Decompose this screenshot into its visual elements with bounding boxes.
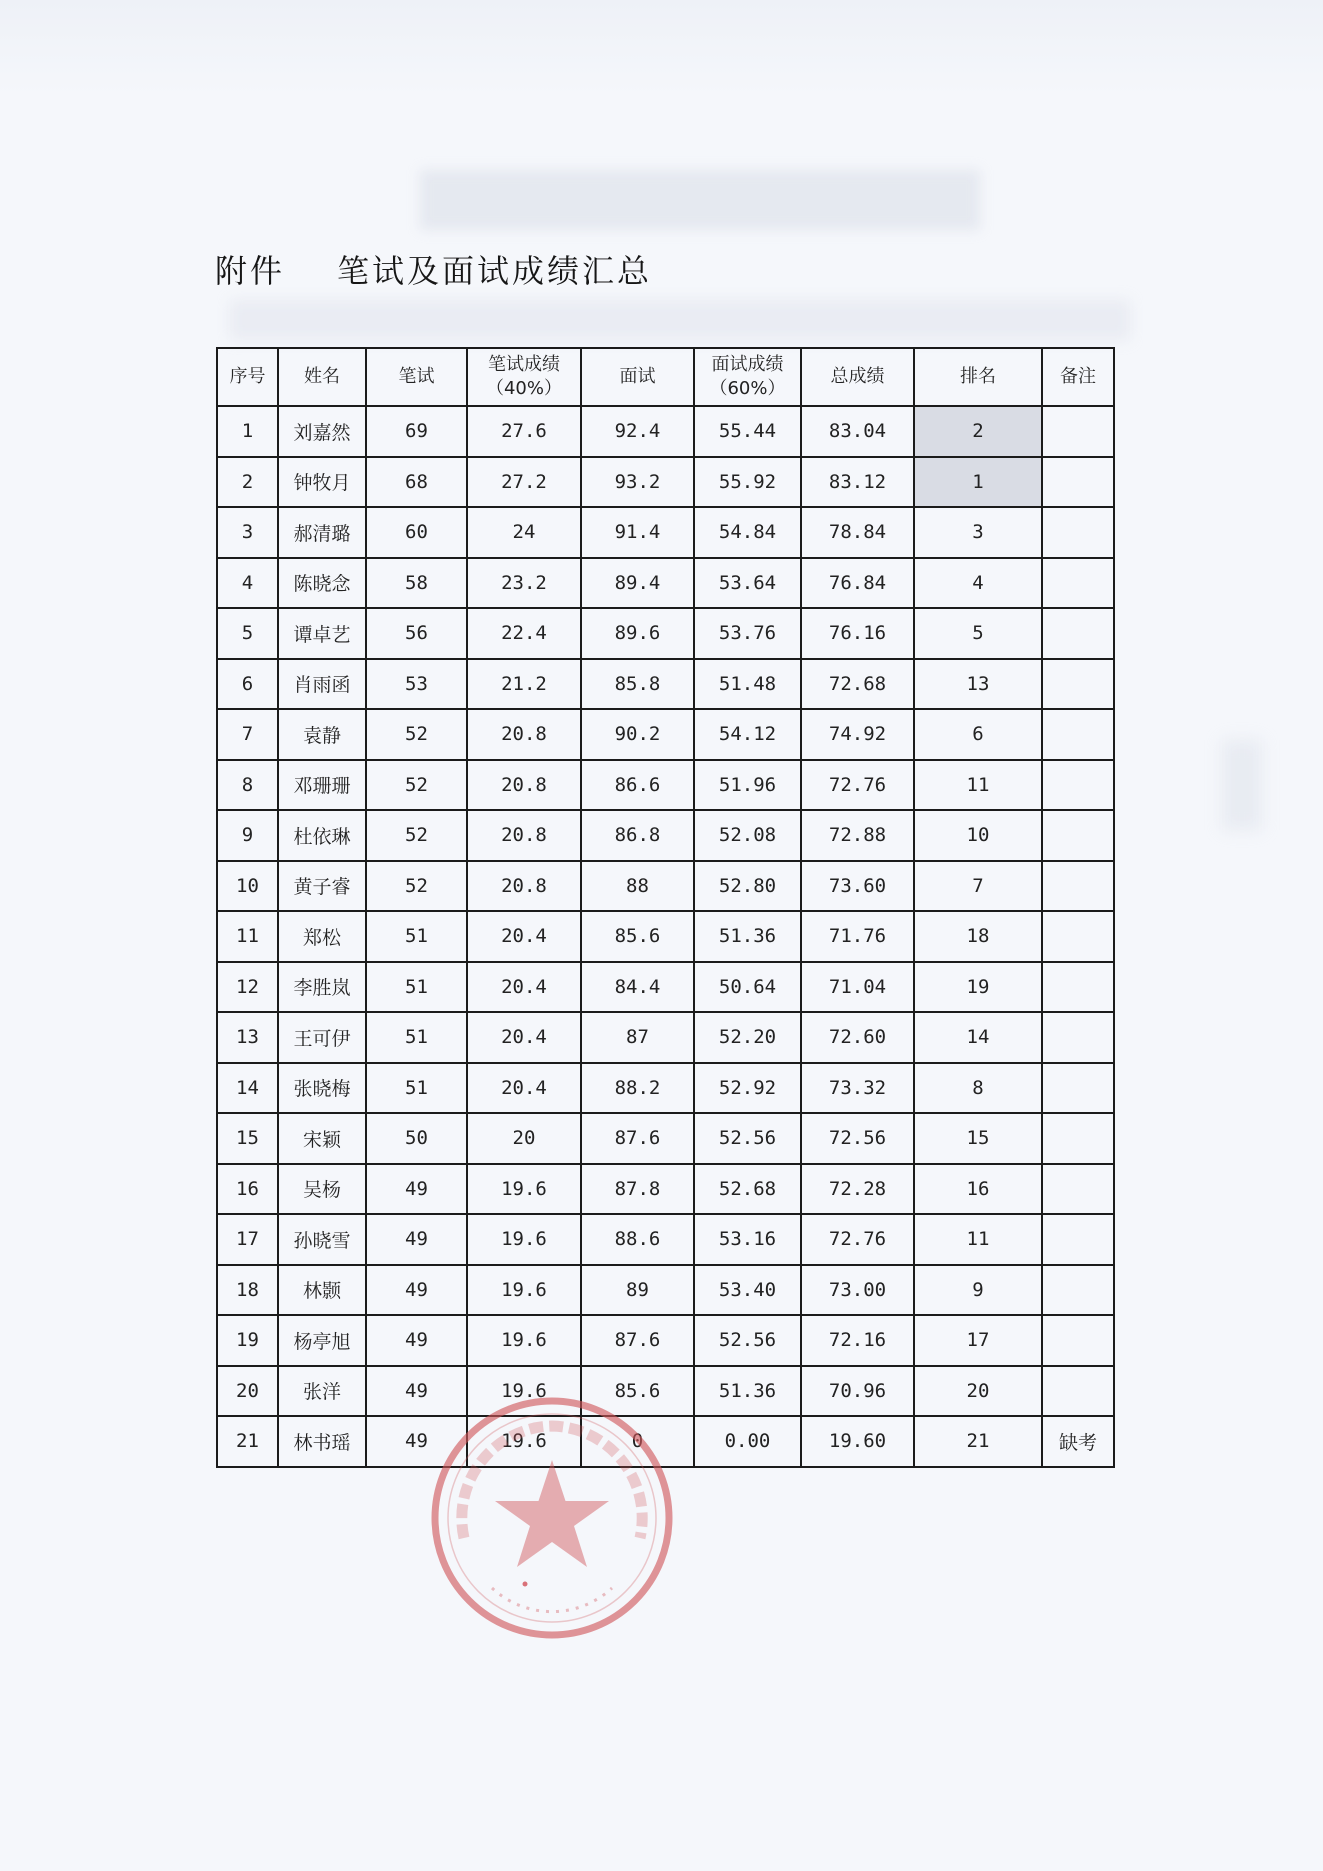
written-weighted-cell: 19.6 xyxy=(467,1416,581,1467)
header-interview-weighted xyxy=(694,348,801,406)
name-cell: 孙晓雪 xyxy=(278,1214,366,1265)
interview-score-cell: 91.4 xyxy=(581,507,694,558)
seq-cell: 12 xyxy=(217,962,278,1013)
total-score-cell: 72.60 xyxy=(801,1012,914,1063)
table-row xyxy=(217,861,1114,912)
table-row xyxy=(217,558,1114,609)
total-score-cell: 72.68 xyxy=(801,659,914,710)
total-score-cell: 72.56 xyxy=(801,1113,914,1164)
total-score-cell: 83.04 xyxy=(801,406,914,457)
rank-cell: 11 xyxy=(914,1214,1042,1265)
interview-weighted-cell: 54.84 xyxy=(694,507,801,558)
written-weighted-cell: 27.6 xyxy=(467,406,581,457)
interview-score-cell: 85.6 xyxy=(581,911,694,962)
table-row xyxy=(217,760,1114,811)
interview-weighted-cell: 53.16 xyxy=(694,1214,801,1265)
written-score-cell: 49 xyxy=(366,1366,467,1417)
remark-cell xyxy=(1042,1063,1114,1114)
seq-cell: 18 xyxy=(217,1265,278,1316)
name-cell: 袁静 xyxy=(278,709,366,760)
interview-weighted-cell: 51.36 xyxy=(694,1366,801,1417)
interview-score-cell: 88 xyxy=(581,861,694,912)
table-row xyxy=(217,659,1114,710)
written-score-cell: 52 xyxy=(366,861,467,912)
seq-cell: 13 xyxy=(217,1012,278,1063)
interview-weighted-cell: 52.56 xyxy=(694,1113,801,1164)
header-remark: 备注 xyxy=(1042,348,1114,406)
remark-cell xyxy=(1042,659,1114,710)
name-cell: 李胜岚 xyxy=(278,962,366,1013)
name-cell: 钟牧月 xyxy=(278,457,366,508)
total-score-cell: 71.04 xyxy=(801,962,914,1013)
score-rows xyxy=(217,406,1114,1467)
total-score-cell: 72.76 xyxy=(801,760,914,811)
written-weighted-cell: 20.8 xyxy=(467,760,581,811)
table-row xyxy=(217,1265,1114,1316)
rank-cell: 2 xyxy=(914,406,1042,457)
rank-cell: 20 xyxy=(914,1366,1042,1417)
total-score-cell: 72.16 xyxy=(801,1315,914,1366)
interview-score-cell: 86.6 xyxy=(581,760,694,811)
seq-cell: 15 xyxy=(217,1113,278,1164)
written-score-cell: 52 xyxy=(366,810,467,861)
document-title xyxy=(215,246,652,292)
seq-cell: 14 xyxy=(217,1063,278,1114)
written-score-cell: 58 xyxy=(366,558,467,609)
header-interview-weighted-line2: （60%） xyxy=(709,378,786,399)
table-row xyxy=(217,507,1114,558)
bleed-through-subtitle xyxy=(230,300,1130,340)
written-score-cell: 51 xyxy=(366,1063,467,1114)
seq-cell: 10 xyxy=(217,861,278,912)
interview-score-cell: 87.6 xyxy=(581,1113,694,1164)
remark-cell xyxy=(1042,1012,1114,1063)
rank-cell: 4 xyxy=(914,558,1042,609)
total-score-cell: 70.96 xyxy=(801,1366,914,1417)
written-score-cell: 50 xyxy=(366,1113,467,1164)
interview-weighted-cell: 0.00 xyxy=(694,1416,801,1467)
interview-score-cell: 89.4 xyxy=(581,558,694,609)
interview-score-cell: 86.8 xyxy=(581,810,694,861)
remark-cell xyxy=(1042,760,1114,811)
rank-cell: 5 xyxy=(914,608,1042,659)
interview-score-cell: 87.6 xyxy=(581,1315,694,1366)
name-cell: 陈晓念 xyxy=(278,558,366,609)
written-weighted-cell: 20.8 xyxy=(467,709,581,760)
total-score-cell: 73.00 xyxy=(801,1265,914,1316)
header-written-weighted-line1: 笔试成绩 xyxy=(488,354,560,375)
header-written-weighted xyxy=(467,348,581,406)
remark-cell xyxy=(1042,558,1114,609)
name-cell: 王可伊 xyxy=(278,1012,366,1063)
table-row xyxy=(217,1012,1114,1063)
table-row xyxy=(217,406,1114,457)
interview-weighted-cell: 52.80 xyxy=(694,861,801,912)
seq-cell: 9 xyxy=(217,810,278,861)
rank-cell: 15 xyxy=(914,1113,1042,1164)
written-weighted-cell: 23.2 xyxy=(467,558,581,609)
written-weighted-cell: 24 xyxy=(467,507,581,558)
interview-score-cell: 85.8 xyxy=(581,659,694,710)
interview-weighted-cell: 51.48 xyxy=(694,659,801,710)
written-weighted-cell: 20.4 xyxy=(467,1063,581,1114)
written-score-cell: 56 xyxy=(366,608,467,659)
total-score-cell: 83.12 xyxy=(801,457,914,508)
written-weighted-cell: 19.6 xyxy=(467,1164,581,1215)
interview-weighted-cell: 53.76 xyxy=(694,608,801,659)
total-score-cell: 76.16 xyxy=(801,608,914,659)
written-weighted-cell: 19.6 xyxy=(467,1265,581,1316)
interview-score-cell: 90.2 xyxy=(581,709,694,760)
written-score-cell: 49 xyxy=(366,1164,467,1215)
name-cell: 邓珊珊 xyxy=(278,760,366,811)
written-score-cell: 51 xyxy=(366,1012,467,1063)
rank-cell: 16 xyxy=(914,1164,1042,1215)
interview-weighted-cell: 52.92 xyxy=(694,1063,801,1114)
remark-cell xyxy=(1042,962,1114,1013)
rank-cell: 7 xyxy=(914,861,1042,912)
written-weighted-cell: 19.6 xyxy=(467,1214,581,1265)
interview-score-cell: 0 xyxy=(581,1416,694,1467)
total-score-cell: 73.60 xyxy=(801,861,914,912)
name-cell: 刘嘉然 xyxy=(278,406,366,457)
rank-cell: 9 xyxy=(914,1265,1042,1316)
total-score-cell: 73.32 xyxy=(801,1063,914,1114)
written-score-cell: 49 xyxy=(366,1315,467,1366)
seq-cell: 2 xyxy=(217,457,278,508)
rank-cell: 8 xyxy=(914,1063,1042,1114)
name-cell: 黄子睿 xyxy=(278,861,366,912)
name-cell: 吴杨 xyxy=(278,1164,366,1215)
written-score-cell: 49 xyxy=(366,1416,467,1467)
interview-score-cell: 88.6 xyxy=(581,1214,694,1265)
total-score-cell: 72.76 xyxy=(801,1214,914,1265)
rank-cell: 17 xyxy=(914,1315,1042,1366)
bleed-through-title xyxy=(420,170,980,230)
interview-weighted-cell: 52.56 xyxy=(694,1315,801,1366)
rank-cell: 18 xyxy=(914,911,1042,962)
total-score-cell: 74.92 xyxy=(801,709,914,760)
header-interview-weighted-line1: 面试成绩 xyxy=(711,354,784,375)
rank-cell: 13 xyxy=(914,659,1042,710)
written-weighted-cell: 21.2 xyxy=(467,659,581,710)
seq-cell: 20 xyxy=(217,1366,278,1417)
written-weighted-cell: 20 xyxy=(467,1113,581,1164)
written-score-cell: 53 xyxy=(366,659,467,710)
table-row xyxy=(217,1315,1114,1366)
header-rank: 排名 xyxy=(914,348,1042,406)
seq-cell: 4 xyxy=(217,558,278,609)
written-weighted-cell: 20.8 xyxy=(467,861,581,912)
written-score-cell: 52 xyxy=(366,709,467,760)
interview-score-cell: 89.6 xyxy=(581,608,694,659)
scan-header-band xyxy=(0,0,1323,95)
scores-table xyxy=(216,347,1115,1468)
seq-cell: 7 xyxy=(217,709,278,760)
header-written-weighted-line2: （40%） xyxy=(485,378,562,399)
seq-cell: 17 xyxy=(217,1214,278,1265)
table-row xyxy=(217,1063,1114,1114)
rank-cell: 6 xyxy=(914,709,1042,760)
written-weighted-cell: 19.6 xyxy=(467,1315,581,1366)
interview-weighted-cell: 51.96 xyxy=(694,760,801,811)
rank-cell: 10 xyxy=(914,810,1042,861)
name-cell: 林颢 xyxy=(278,1265,366,1316)
written-weighted-cell: 27.2 xyxy=(467,457,581,508)
interview-score-cell: 92.4 xyxy=(581,406,694,457)
seq-cell: 8 xyxy=(217,760,278,811)
remark-cell xyxy=(1042,810,1114,861)
name-cell: 郑松 xyxy=(278,911,366,962)
header-row xyxy=(217,348,1114,406)
written-weighted-cell: 20.4 xyxy=(467,1012,581,1063)
header-written: 笔试 xyxy=(366,348,467,406)
name-cell: 宋颖 xyxy=(278,1113,366,1164)
table-row xyxy=(217,1214,1114,1265)
rank-cell: 1 xyxy=(914,457,1042,508)
name-cell: 杨亭旭 xyxy=(278,1315,366,1366)
remark-cell xyxy=(1042,911,1114,962)
remark-cell xyxy=(1042,861,1114,912)
total-score-cell: 76.84 xyxy=(801,558,914,609)
rank-cell: 3 xyxy=(914,507,1042,558)
seq-cell: 6 xyxy=(217,659,278,710)
table-row xyxy=(217,608,1114,659)
written-score-cell: 51 xyxy=(366,911,467,962)
interview-weighted-cell: 53.40 xyxy=(694,1265,801,1316)
seq-cell: 11 xyxy=(217,911,278,962)
written-score-cell: 69 xyxy=(366,406,467,457)
rank-cell: 11 xyxy=(914,760,1042,811)
interview-weighted-cell: 50.64 xyxy=(694,962,801,1013)
remark-cell xyxy=(1042,709,1114,760)
remark-cell xyxy=(1042,1113,1114,1164)
header-interview: 面试 xyxy=(581,348,694,406)
red-official-seal-star-icon xyxy=(422,1388,682,1648)
remark-cell xyxy=(1042,1214,1114,1265)
remark-cell: 缺考 xyxy=(1042,1416,1114,1467)
table-row xyxy=(217,1113,1114,1164)
name-cell: 郝清璐 xyxy=(278,507,366,558)
remark-cell xyxy=(1042,1265,1114,1316)
name-cell: 林书瑶 xyxy=(278,1416,366,1467)
remark-cell xyxy=(1042,457,1114,508)
interview-score-cell: 93.2 xyxy=(581,457,694,508)
rank-cell: 19 xyxy=(914,962,1042,1013)
written-weighted-cell: 20.4 xyxy=(467,962,581,1013)
bleed-through-mark xyxy=(1222,740,1262,830)
table-row xyxy=(217,962,1114,1013)
total-score-cell: 78.84 xyxy=(801,507,914,558)
seq-cell: 1 xyxy=(217,406,278,457)
table-row xyxy=(217,810,1114,861)
written-score-cell: 52 xyxy=(366,760,467,811)
written-score-cell: 49 xyxy=(366,1214,467,1265)
seq-cell: 21 xyxy=(217,1416,278,1467)
interview-weighted-cell: 51.36 xyxy=(694,911,801,962)
interview-score-cell: 87.8 xyxy=(581,1164,694,1215)
title-text: 笔试及面试成绩汇总 xyxy=(337,252,653,290)
total-score-cell: 19.60 xyxy=(801,1416,914,1467)
interview-score-cell: 87 xyxy=(581,1012,694,1063)
header-seq: 序号 xyxy=(217,348,278,406)
written-score-cell: 51 xyxy=(366,962,467,1013)
written-score-cell: 60 xyxy=(366,507,467,558)
table-row xyxy=(217,709,1114,760)
written-weighted-cell: 22.4 xyxy=(467,608,581,659)
name-cell: 张晓梅 xyxy=(278,1063,366,1114)
table-row xyxy=(217,457,1114,508)
interview-weighted-cell: 52.68 xyxy=(694,1164,801,1215)
written-weighted-cell: 20.8 xyxy=(467,810,581,861)
interview-weighted-cell: 55.92 xyxy=(694,457,801,508)
written-weighted-cell: 19.6 xyxy=(467,1366,581,1417)
table-row xyxy=(217,1164,1114,1215)
written-weighted-cell: 20.4 xyxy=(467,911,581,962)
name-cell: 杜依琳 xyxy=(278,810,366,861)
table-row xyxy=(217,911,1114,962)
seq-cell: 3 xyxy=(217,507,278,558)
total-score-cell: 71.76 xyxy=(801,911,914,962)
interview-weighted-cell: 52.08 xyxy=(694,810,801,861)
remark-cell xyxy=(1042,608,1114,659)
remark-cell xyxy=(1042,1315,1114,1366)
interview-score-cell: 88.2 xyxy=(581,1063,694,1114)
total-score-cell: 72.88 xyxy=(801,810,914,861)
interview-score-cell: 84.4 xyxy=(581,962,694,1013)
remark-cell xyxy=(1042,507,1114,558)
written-score-cell: 68 xyxy=(366,457,467,508)
interview-score-cell: 89 xyxy=(581,1265,694,1316)
seq-cell: 19 xyxy=(217,1315,278,1366)
name-cell: 谭卓艺 xyxy=(278,608,366,659)
seq-cell: 16 xyxy=(217,1164,278,1215)
interview-weighted-cell: 54.12 xyxy=(694,709,801,760)
remark-cell xyxy=(1042,1366,1114,1417)
remark-cell xyxy=(1042,406,1114,457)
seq-cell: 5 xyxy=(217,608,278,659)
name-cell: 张洋 xyxy=(278,1366,366,1417)
attachment-label: 附件 xyxy=(215,252,286,290)
header-name: 姓名 xyxy=(278,348,366,406)
interview-weighted-cell: 53.64 xyxy=(694,558,801,609)
header-total: 总成绩 xyxy=(801,348,914,406)
rank-cell: 21 xyxy=(914,1416,1042,1467)
written-score-cell: 49 xyxy=(366,1265,467,1316)
remark-cell xyxy=(1042,1164,1114,1215)
rank-cell: 14 xyxy=(914,1012,1042,1063)
total-score-cell: 72.28 xyxy=(801,1164,914,1215)
name-cell: 肖雨函 xyxy=(278,659,366,710)
interview-weighted-cell: 52.20 xyxy=(694,1012,801,1063)
interview-weighted-cell: 55.44 xyxy=(694,406,801,457)
interview-score-cell: 85.6 xyxy=(581,1366,694,1417)
